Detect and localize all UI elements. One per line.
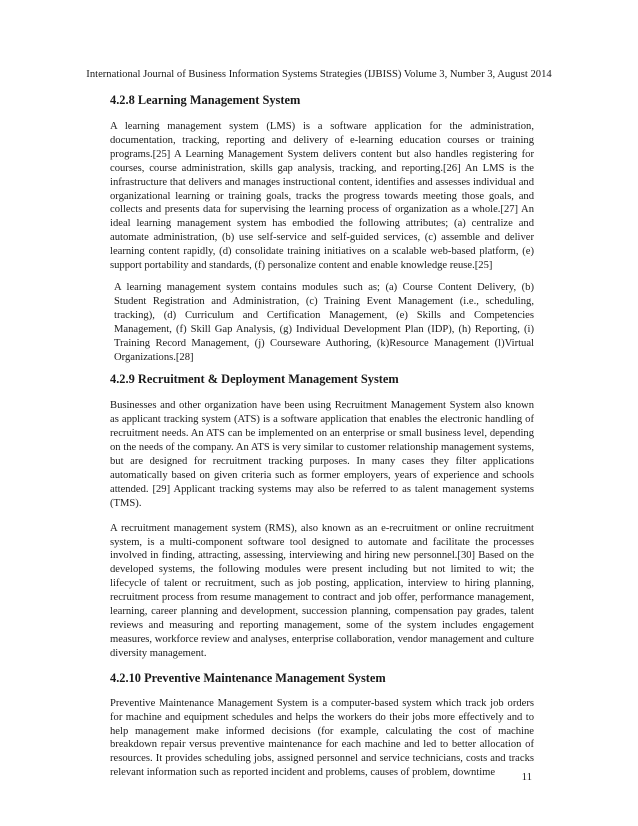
section-heading-learning-management: 4.2.8 Learning Management System [110,93,301,107]
paragraph-rms-description: A recruitment management system (RMS), also known as an e-recruitment or online recruitment system, is a multi-component software tool designed to automate and facilitate the processes involved in finding, attracting, assessing, interviewing and hiring new personnel.[30] Based on the developed systems, the following modules were present including but not limited to wit; the lifecycle of talent or recruitment, such as job posting, application, interview to hiring planning, recruitment process from resume management to contract and job offer, performance management, learning, career planning and development, succession planning, compensation pay grades, talent reviews and measuring and reporting management, some of the system includes engagement measures, workforce review and analyses, enterprise collaboration, vendor management and culture diversity management. [110,522,534,659]
paragraph-lms-modules: A learning management system contains modules such as; (a) Course Content Delivery, (b) Student Registration and Administration, (c) Training Event Management (i.e., scheduling, tracking), (d) Curriculum and Certification Management, (e) Skills and Competencies Management, (f) Skill Gap Analysis, (g) Individual Development Plan (IDP), (h) Reporting, (i) Training Record Management, (j) Courseware Authoring, (k)Resource Management (l)Virtual Organizations.[28] [114,281,534,363]
page-number: 11 [521,772,532,783]
section-heading-preventive-maintenance: 4.2.10 Preventive Maintenance Management System [110,670,386,685]
section-heading-recruitment-deployment: 4.2.9 Recruitment & Deployment Management System [110,372,399,387]
running-header: International Journal of Business Information Systems Strategies (IJBISS) Volume 3, Number 3, August 2014 [86,69,552,80]
page-body [110,93,534,780]
paragraph-lms-definition: A learning management system (LMS) is a software application for the administration, documentation, tracking, reporting and delivery of e-learning education courses or training programs.[25] A Learning Management System delivers content but also handles registering for courses, course administration, skills gap analysis, tracking, and reporting.[26] An LMS is the infrastructure that delivers and manages instructional content, identifies and assesses individual and organizational learning or training goals, tracks the progress towards meeting those goals, and collects and presents data for supervising the learning process of organization as a whole.[27] An ideal learning management system has embodied the following attributes; (a) centralize and automate administration, (b) use self-service and self-guided services, (c) assemble and deliver learning content rapidly, (d) consolidate training initiatives on a scalable web-based platform, (e) support portability and standards, (f) personalize content and enable knowledge reuse.[25] [110,121,534,272]
paragraph-pmms-description: Preventive Maintenance Management System is a computer-based system which track job orders for machine and equipment schedules and helps the workers do their jobs more effectively and to help management make informed decisions (for example, calculating the cost of machine breakdown repair versus preventive maintenance for each machine and led to better allocation of resources. It provides scheduling jobs, assigned personnel and service technicians, costs and tracks relevant information such as reported incident and problems, causes of problem, downtime [110,697,534,779]
paragraph-ats-description: Businesses and other organization have been using Recruitment Management System also known as applicant tracking system (ATS) is a software application that enables the electronic handling of recruitment needs. An ATS can be implemented on an enterprise or small business level, depending on the needs of the company. An ATS is very similar to customer relationship management systems, but are designed for recruitment tracking purposes. In many cases they filter applications automatically based on given criteria such as former employers, years of experience and schools attended. [29] Applicant tracking systems may also be referred to as talent management systems (TMS). [110,400,534,509]
